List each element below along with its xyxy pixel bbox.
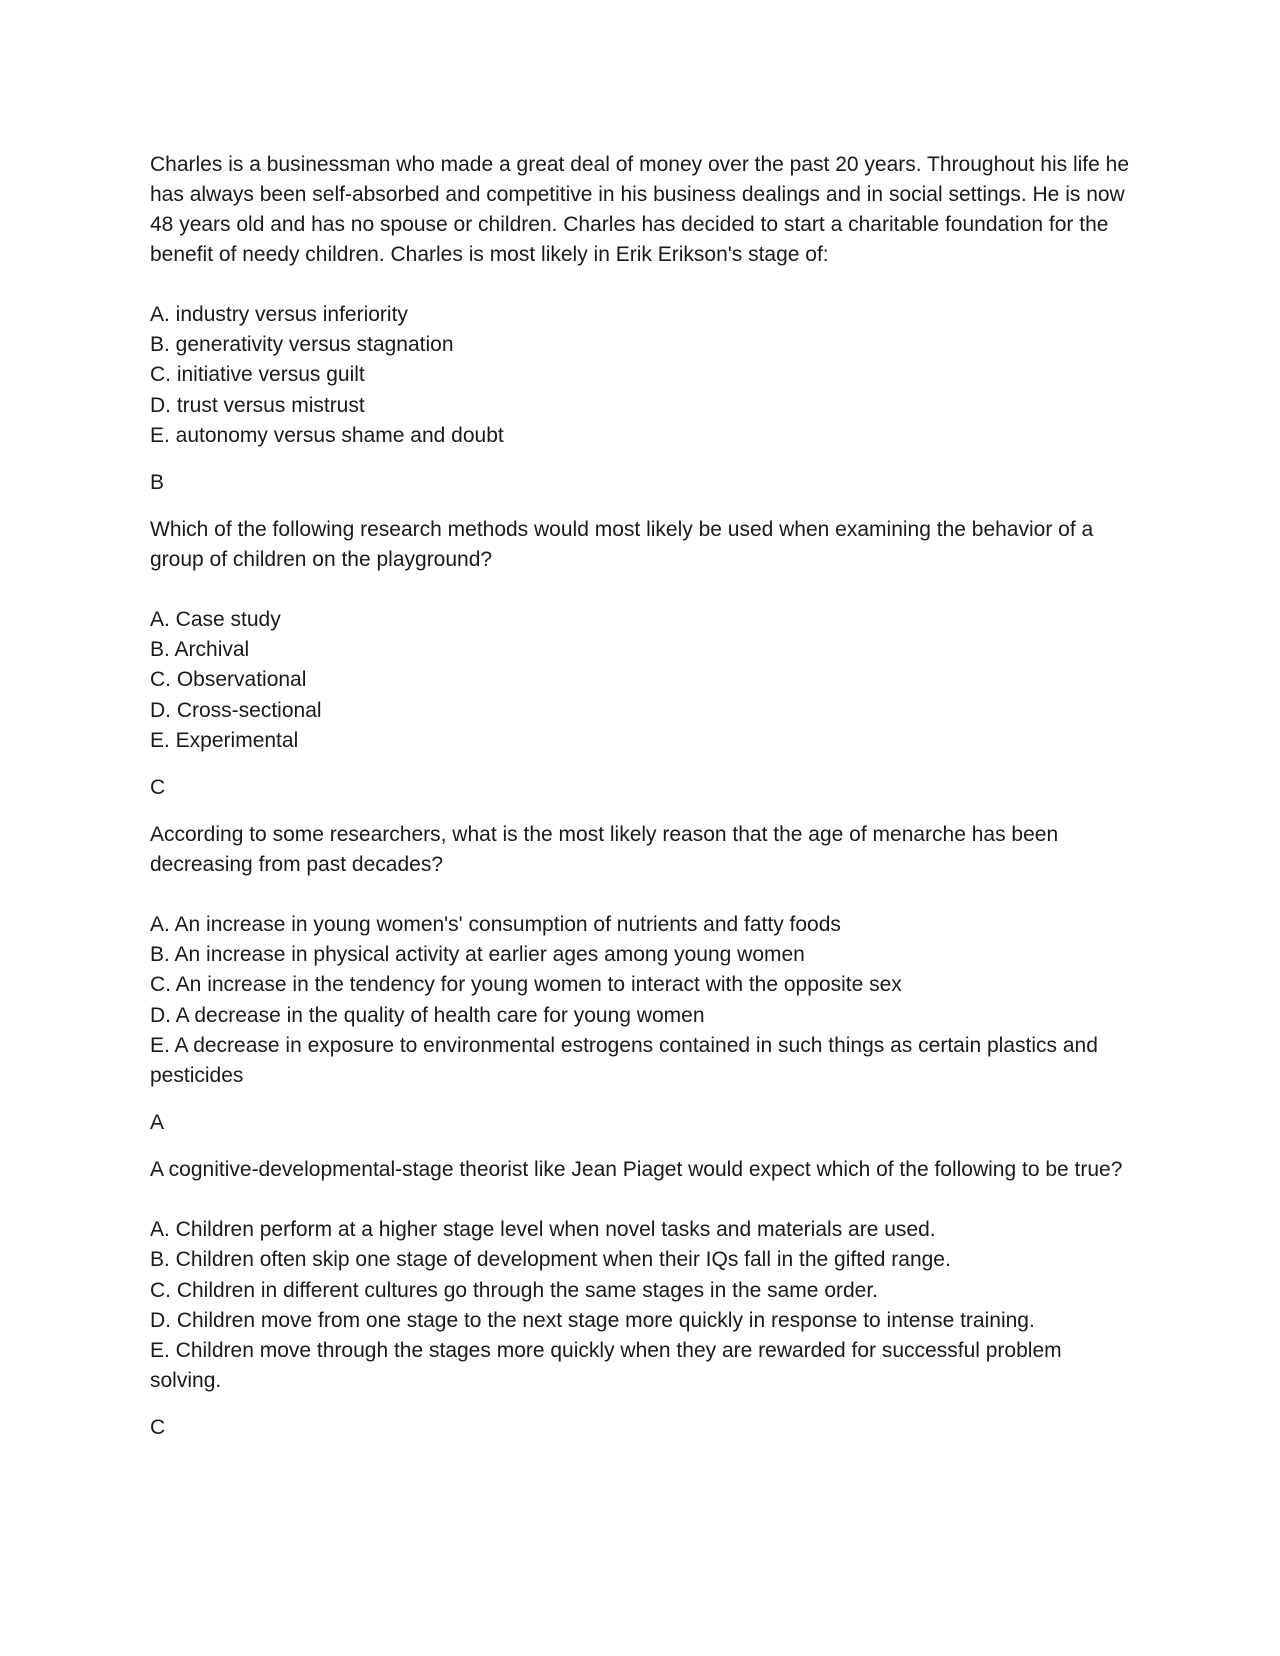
answer-options: [150, 1215, 1130, 1396]
option-b: B. generativity versus stagnation: [150, 333, 454, 357]
option-e: E. Children move through the stages more quickly when they are rewarded for successful problem solving.: [150, 1339, 1062, 1393]
question-block-4: [150, 1155, 1130, 1443]
option-d: D. A decrease in the quality of health care for young women: [150, 1003, 705, 1027]
question-block-3: [150, 820, 1130, 1138]
question-stem: Charles is a businessman who made a great deal of money over the past 20 years. Throughout his life he has always been self-absorbed and competitive in his business dealings and in social settings. He is now 48 years old and has no spouse or children. Charles has decided to start a charitable foundation for the benefit of needy children. Charles is most likely in Erik Erikson's stage of:: [150, 153, 1130, 266]
answer-options: [150, 910, 1130, 1091]
option-e: E. autonomy versus shame and doubt: [150, 423, 504, 447]
option-b: B. An increase in physical activity at earlier ages among young women: [150, 943, 805, 967]
option-d: D. Cross-sectional: [150, 698, 322, 722]
document-page: [150, 150, 1130, 1460]
answer-key: C: [150, 1416, 166, 1440]
question-block-1: [150, 150, 1130, 498]
option-c: C. initiative versus guilt: [150, 363, 365, 387]
option-a: A. An increase in young women's' consumption of nutrients and fatty foods: [150, 913, 841, 937]
option-b: B. Archival: [150, 638, 250, 662]
question-stem: Which of the following research methods would most likely be used when examining the behavior of a group of children on the playground?: [150, 518, 1094, 572]
answer-options: [150, 300, 1130, 451]
question-block-2: [150, 515, 1130, 803]
question-stem: According to some researchers, what is the most likely reason that the age of menarche has been decreasing from past decades?: [150, 823, 1059, 877]
option-d: D. Children move from one stage to the next stage more quickly in response to intense training.: [150, 1308, 1035, 1332]
option-a: A. Case study: [150, 608, 281, 632]
option-c: C. Children in different cultures go through the same stages in the same order.: [150, 1278, 879, 1302]
option-e: E. A decrease in exposure to environmental estrogens contained in such things as certain plastics and pesticides: [150, 1033, 1098, 1088]
answer-key: C: [150, 776, 166, 800]
answer-key: A: [150, 1111, 165, 1135]
option-e: E. Experimental: [150, 728, 299, 752]
option-a: A. industry versus inferiority: [150, 303, 408, 326]
answer-options: [150, 605, 1130, 756]
option-b: B. Children often skip one stage of development when their IQs fall in the gifted range.: [150, 1248, 951, 1272]
option-c: C. An increase in the tendency for young women to interact with the opposite sex: [150, 973, 902, 997]
option-c: C. Observational: [150, 668, 307, 692]
option-a: A. Children perform at a higher stage level when novel tasks and materials are used.: [150, 1218, 936, 1242]
question-stem: A cognitive-developmental-stage theorist like Jean Piaget would expect which of the following to be true?: [150, 1158, 1123, 1182]
answer-key: B: [150, 471, 165, 495]
option-d: D. trust versus mistrust: [150, 393, 365, 417]
